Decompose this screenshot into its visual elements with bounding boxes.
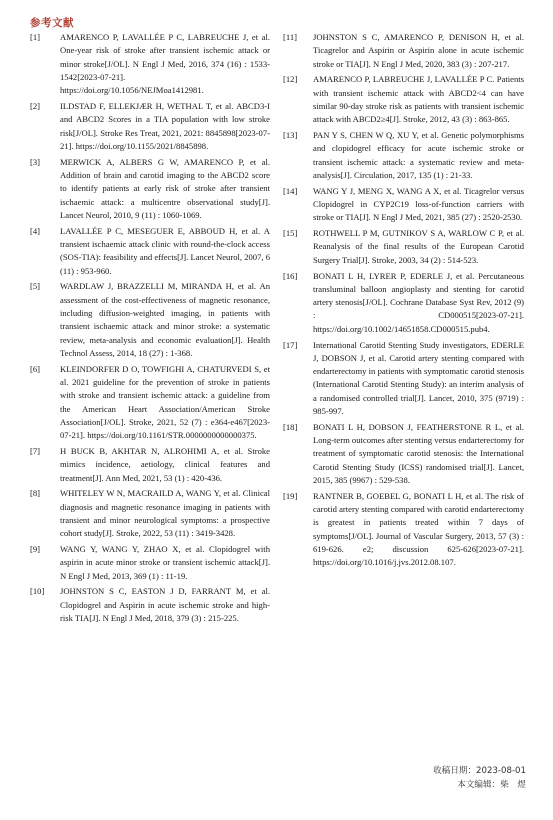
reference-item: [283, 31, 524, 71]
reference-text: International Carotid Stenting Study investigators, EDERLE J, DOBSON J, et al. Carotid artery stenting compared with endarterectomy in patients with symptomatic carotid stenosis (International Carotid Stenting Study): an interim analysis of a randomised controlled trial[J]. Lancet, 2010, 375 (9719) : 985-997.: [313, 339, 524, 417]
reference-item: [30, 543, 270, 583]
reference-number: [6]: [30, 363, 41, 374]
reference-number: [18]: [283, 421, 298, 432]
reference-item: [30, 100, 270, 153]
reference-number: [2]: [30, 100, 41, 111]
reference-number: [1]: [30, 32, 41, 42]
reference-item: [283, 270, 524, 336]
reference-item: [30, 156, 270, 222]
reference-item: [283, 490, 524, 570]
reference-number: [17]: [283, 339, 298, 350]
reference-number: [10]: [30, 586, 45, 597]
reference-item: [30, 445, 270, 485]
reference-text: ILDSTAD F, ELLEKJÆR H, WETHAL T, et al. ABCD3-I and ABCD2 Scores in a TIA population with low stroke risk[J/OL]. Stroke Res Treat, 2021, 2021: 8845898[2023-07-21]. https://doi.org/10.1155/2021/8845898.: [60, 100, 270, 151]
reference-item: [283, 421, 524, 487]
reference-item: [283, 73, 524, 126]
reference-item: [30, 31, 270, 97]
reference-text: AMARENCO P, LABREUCHE J, LAVALLÉE P C. Patients with transient ischemic attack with ABCD2<4 can have similar 90-day stroke risk as patients with transient ischemic attack with ABCD2≥4[J]. Stroke, 2012, 43 (3) : 863-865.: [313, 74, 524, 125]
references-heading: 参考文献: [30, 17, 74, 29]
reference-item: [283, 339, 524, 419]
reference-item: [283, 129, 524, 182]
editor-credit: 本文编辑：柴 煜: [457, 780, 526, 790]
reference-number: [16]: [283, 270, 298, 281]
reference-item: [30, 487, 270, 540]
reference-number: [19]: [283, 490, 298, 501]
reference-text: LAVALLÉE P C, MESEGUER E, ABBOUD H, et al. A transient ischaemic attack clinic with round-the-clock access (SOS-TIA): feasibility and effects[J]. Lancet Neurol, 2007, 6 (11) : 953-960.: [60, 225, 270, 276]
reference-number: [11]: [283, 32, 297, 42]
reference-text: BONATI L H, LYRER P, EDERLE J, et al. Percutaneous transluminal balloon angioplasty and stenting for carotid artery stenosis[J/OL]. Cochrane Database Syst Rev, 2012 (9) : CD000515[2023-07-21]. https://doi.org/10.1002/14651858.CD000515.pub4.: [313, 270, 524, 334]
reference-text: WHITELEY W N, MACRAILD A, WANG Y, et al. Clinical diagnosis and magnetic resonance imaging in patients with transient and minor neurological symptoms: a prospective cohort study[J]. Stroke, 2022, 53 (11) : 3419-3428.: [60, 488, 270, 539]
reference-text: H BUCK B, AKHTAR N, ALROHIMI A, et al. Stroke mimics incidence, aetiology, clinical features and treatment[J]. Ann Med, 2021, 53 (1) : 420-436.: [60, 445, 270, 483]
reference-item: [30, 225, 270, 278]
received-date: 收稿日期：2023-08-01: [433, 766, 526, 776]
references-column-right: [283, 31, 524, 572]
references-column-left: [30, 31, 270, 628]
reference-number: [9]: [30, 543, 41, 554]
reference-text: WARDLAW J, BRAZZELLI M, MIRANDA H, et al. An assessment of the cost-effectiveness of magnetic resonance, including diffusion-weighted imaging, in patients with transient ischaemic attack and minor stroke: a systematic review, meta-analysis and economic evaluation[J]. Health Technol Assess, 2014, 18 (27) : 1-368.: [60, 281, 270, 358]
reference-text: MERWICK A, ALBERS G W, AMARENCO P, et al. Addition of brain and carotid imaging to the ABCD2 score to identify patients at early risk of stroke after transient ischaemic attack: a multicentre observational study[J]. Lancet Neurol, 2010, 9 (11) : 1060-1069.: [60, 156, 270, 220]
reference-text: WANG Y J, MENG X, WANG A X, et al. Ticagrelor versus Clopidogrel in CYP2C19 loss-of-function carriers with stroke or TIA[J]. N Engl J Med, 2021, 385 (27) : 2520-2530.: [313, 185, 524, 223]
reference-item: [30, 363, 270, 443]
reference-item: [30, 585, 270, 625]
reference-item: [283, 227, 524, 267]
reference-number: [12]: [283, 74, 298, 85]
reference-number: [14]: [283, 185, 298, 196]
reference-text: JOHNSTON S C, AMARENCO P, DENISON H, et al. Ticagrelor and Aspirin or Aspirin alone in acute ischemic stroke or TIA[J]. N Engl J Med, 2020, 383 (3) : 207-217.: [313, 32, 524, 69]
reference-number: [8]: [30, 488, 41, 499]
reference-text: KLEINDORFER D O, TOWFIGHI A, CHATURVEDI S, et al. 2021 guideline for the prevention of stroke in patients with stroke and transient ischemic attack: a guideline from the American Heart Association/American Stroke Association[J/OL]. Stroke, 2021, 52 (7) : e364-e467[2023-07-21]. https://doi.org/10.1161/STR.0000000000000375.: [60, 363, 270, 441]
reference-text: JOHNSTON S C, EASTON J D, FARRANT M, et al. Clopidogrel and Aspirin in acute ischemic stroke and high-risk TIA[J]. N Engl J Med, 2018, 379 (3) : 215-225.: [60, 586, 270, 623]
reference-text: RANTNER B, GOEBEL G, BONATI L H, et al. The risk of carotid artery stenting compared with carotid endarterectomy is greatest in patients treated within 7 days of symptoms[J/OL]. Journal of Vascular Surgery, 2013, 57 (3) : 619-626. e2; discussion 625-626[2023-07-21]. https://doi.org/10.1016/j.jvs.2012.08.107.: [313, 490, 524, 568]
reference-number: [5]: [30, 281, 41, 292]
reference-text: ROTHWELL P M, GUTNIKOV S A, WARLOW C P, et al. Reanalysis of the final results of the European Carotid Surgery Trial[J]. Stroke, 2003, 34 (2) : 514-523.: [313, 228, 524, 265]
reference-item: [30, 280, 270, 360]
reference-text: BONATI L H, DOBSON J, FEATHERSTONE R L, et al. Long-term outcomes after stenting versus endarterectomy for treatment of symptomatic carotid stenosis: the International Carotid Stenting Study (ICSS) randomised trial[J]. Lancet, 2015, 385 (9967) : 529-538.: [313, 421, 524, 485]
reference-item: [283, 185, 524, 225]
reference-number: [3]: [30, 156, 41, 167]
reference-text: WANG Y, WANG Y, ZHAO X, et al. Clopidogrel with aspirin in acute minor stroke or transient ischemic attack[J]. N Engl J Med, 2013, 369 (1) : 11-19.: [60, 543, 270, 581]
reference-number: [7]: [30, 445, 41, 456]
reference-number: [4]: [30, 225, 41, 236]
reference-text: AMARENCO P, LAVALLÉE P C, LABREUCHE J, et al. One-year risk of stroke after transient ischemic attack or minor stroke[J/OL]. N Engl J Med, 2016, 374 (16) : 1533-1542[2023-07-21]. https://doi.org/10.1056/NEJMoa1412981.: [60, 32, 270, 96]
reference-number: [15]: [283, 228, 298, 239]
reference-text: PAN Y S, CHEN W Q, XU Y, et al. Genetic polymorphisms and clopidogrel efficacy for acute ischemic stroke or transient ischemic attack: a systematic review and meta-analysis[J]. Circulation, 2017, 135 (1) : 21-33.: [313, 130, 524, 180]
reference-number: [13]: [283, 130, 298, 141]
